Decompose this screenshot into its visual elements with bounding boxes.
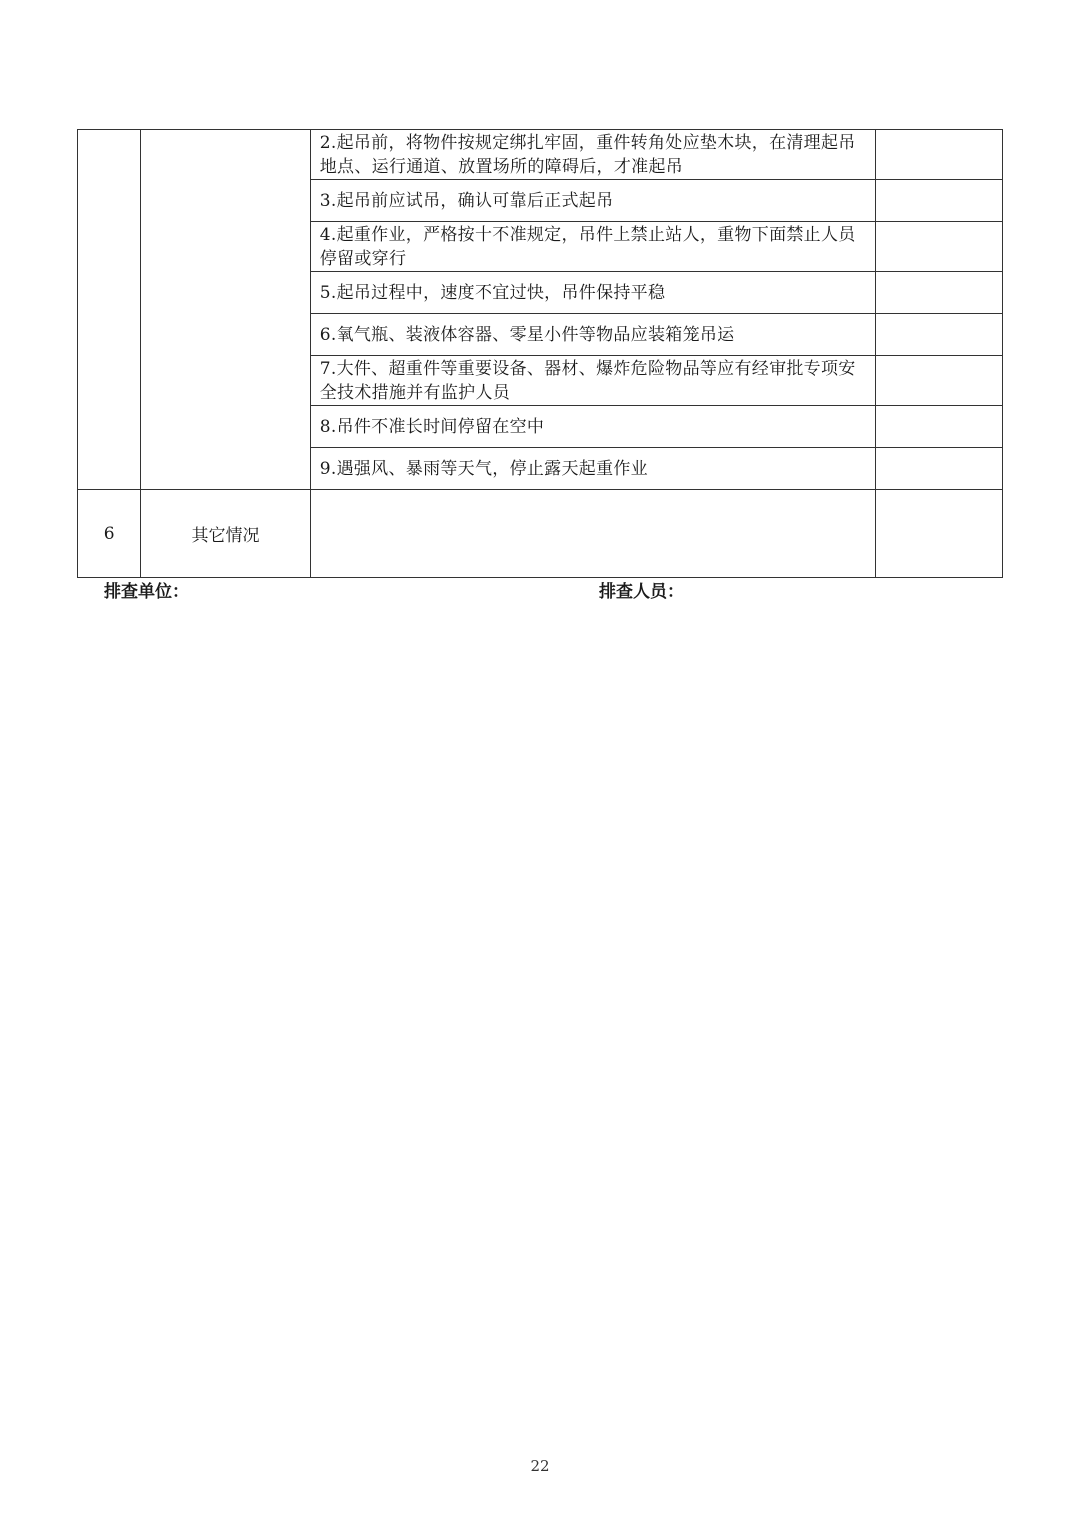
check-item-text: 9.遇强风、暴雨等天气，停止露天起重作业 (319, 458, 648, 479)
category-cell-continued (141, 130, 311, 490)
number-cell-continued (78, 130, 141, 490)
check-item-text: 3.起吊前应试吊，确认可靠后正式起吊 (319, 190, 614, 211)
inspection-unit-label: 排查单位： (104, 582, 189, 602)
check-item-text: 5.起吊过程中，速度不宜过快，吊件保持平稳 (319, 282, 666, 303)
check-item-cell (310, 448, 875, 490)
check-item-text: 7.大件、超重件等重要设备、器材、爆炸危险物品等应有经审批专项安全技术措施并有监护人员 (319, 358, 856, 403)
result-cell (875, 356, 1002, 406)
check-item-cell (310, 130, 875, 180)
check-item-text: 2.起吊前，将物件按规定绑扎牢固，重件转角处应垫木块，在清理起吊地点、运行通道、放置场所的障碍后，才准起吊 (319, 132, 856, 177)
check-item-text: 8.吊件不准长时间停留在空中 (319, 416, 545, 437)
result-cell (875, 130, 1002, 180)
row-number: 6 (78, 490, 141, 578)
page-number: 22 (530, 1457, 550, 1475)
table-row-other (78, 490, 1003, 578)
result-cell (875, 314, 1002, 356)
check-item-text: 4.起重作业，严格按十不准规定，吊件上禁止站人，重物下面禁止人员停留或穿行 (319, 224, 856, 269)
check-item-cell (310, 272, 875, 314)
result-cell (875, 490, 1002, 578)
check-item-cell-empty (310, 490, 875, 578)
result-cell (875, 180, 1002, 222)
check-item-text: 6.氧气瓶、装液体容器、零星小件等物品应装箱笼吊运 (319, 324, 735, 345)
row-category: 其它情况 (141, 490, 311, 578)
inspector-label: 排查人员： (599, 582, 684, 602)
check-item-cell (310, 222, 875, 272)
check-item-cell (310, 314, 875, 356)
check-item-cell (310, 180, 875, 222)
check-item-cell (310, 356, 875, 406)
result-cell (875, 448, 1002, 490)
result-cell (875, 272, 1002, 314)
table-row (78, 130, 1003, 180)
check-item-cell (310, 406, 875, 448)
result-cell (875, 222, 1002, 272)
result-cell (875, 406, 1002, 448)
inspection-table (77, 129, 1003, 578)
